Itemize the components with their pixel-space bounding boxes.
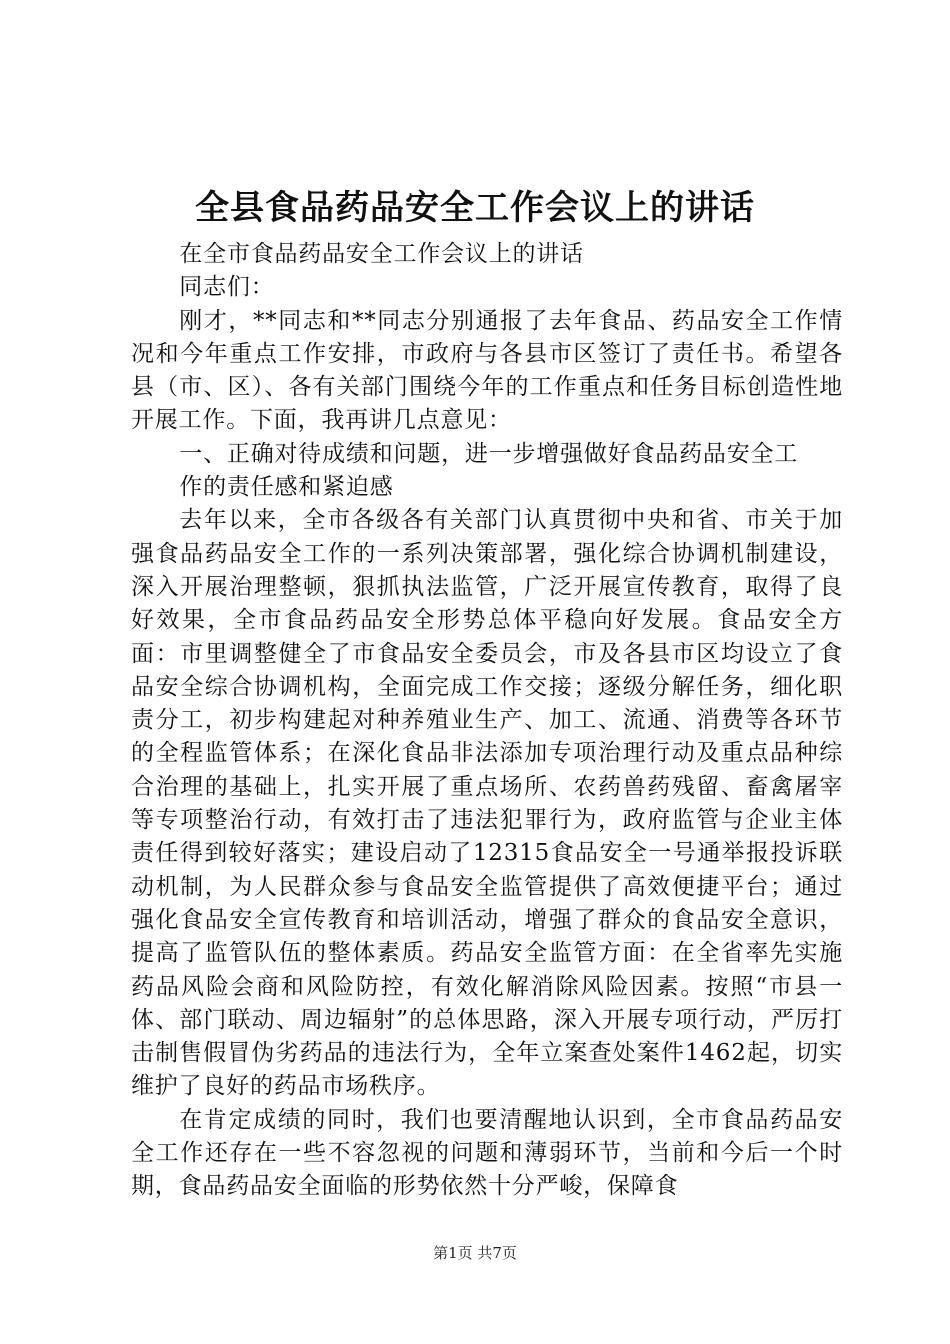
paragraph-opening: 刚才，**同志和**同志分别通报了去年食品、药品安全工作情况和今年重点工作安排，市政府与各县市区签订了责任书。希望各县（市、区）、各有关部门围绕今年的工作重点和任务目标创造性地开展工作。下面，我再讲几点意见： — [131, 307, 843, 434]
paragraph-problems: 在肯定成绩的同时，我们也要清醒地认识到，全市食品药品安全工作还存在一些不容忽视的问题和薄弱环节，当前和今后一个时期，食品药品安全面临的形势依然十分严峻，保障食 — [131, 1106, 843, 1200]
section-heading-part2: 作的责任感和紧迫感 — [179, 474, 394, 501]
paragraph-subtitle: 在全市食品药品安全工作会议上的讲话 — [179, 241, 584, 267]
page-footer: 第1页 共7页 — [433, 1244, 517, 1262]
paragraph-achievements: 去年以来，全市各级各有关部门认真贯彻中央和省、市关于加强食品药品安全工作的一系列决策部署，强化综合协调机制建设，深入开展治理整顿，狠抓执法监管，广泛开展宣传教育，取得了良好效果，全市食品药品安全形势总体平稳向好发展。食品安全方面：市里调整健全了市食品安全委员会，市及各县市区均设立了食品安全综合协调机构，全面完成工作交接；逐级分解任务，细化职责分工，初步构建起对种养殖业生产、加工、流通、消费等各环节的全程监管体系；在深化食品非法添加专项治理行动及重点品种综合治理的基础上，扎实开展了重点场所、农药兽药残留、畜禽屠宰等专项整治行动，有效打击了违法犯罪行为，政府监管与企业主体责任得到较好落实；建设启动了12315食品安全一号通举报投诉联动机制，为人民群众参与食品安全监管提供了高效便捷平台；通过强化食品安全宣传教育和培训活动，增强了群众的食品安全意识，提高了监管队伍的整体素质。药品安全监管方面：在全省率先实施药品风险会商和风险防控，有效化解消除风险因素。按照“市县一体、部门联动、周边辐射”的总体思路，深入开展专项行动，严厉打击制售假冒伪劣药品的违法行为，全年立案查处案件1462起，切实维护了良好的药品市场秩序。 — [131, 507, 843, 1100]
document-body — [131, 238, 843, 1204]
paragraph-salutation: 同志们： — [179, 274, 275, 301]
document-title: 全县食品药品安全工作会议上的讲话 — [195, 188, 755, 228]
section-heading-part1: 一、正确对待成绩和问题，进一步增强做好食品药品安全工 — [179, 440, 799, 467]
